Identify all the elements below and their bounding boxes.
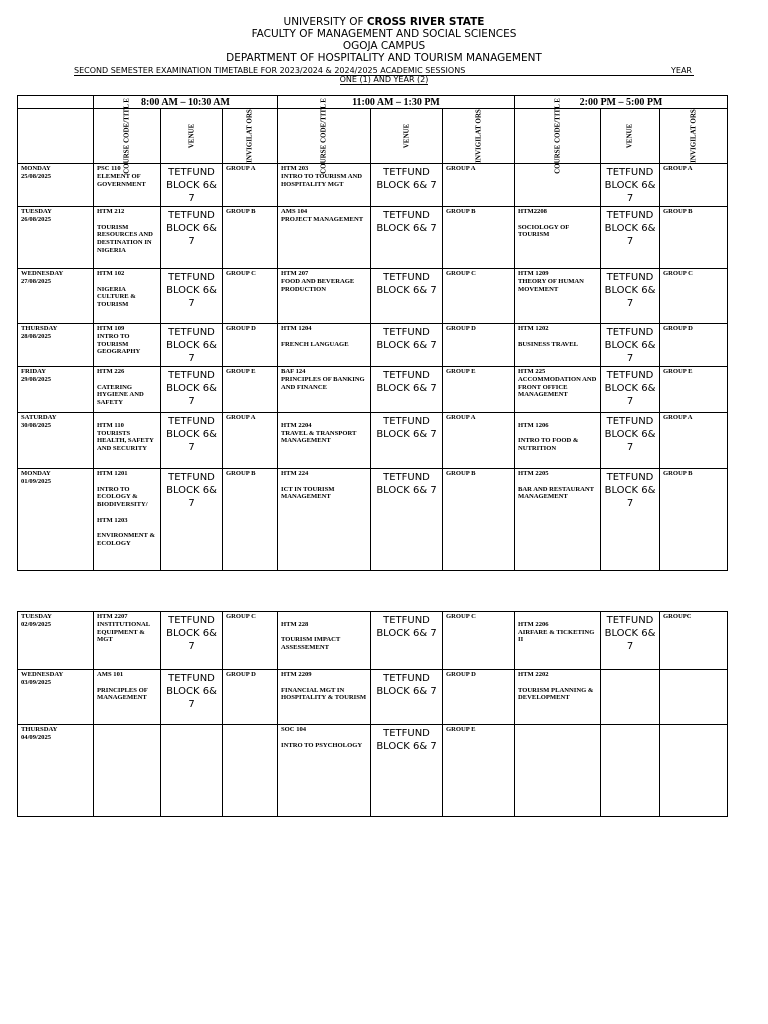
timetable-table-2 xyxy=(17,611,728,817)
invigilator-cell: GROUP D xyxy=(223,670,278,725)
day-cell-line: 28/08/2025 xyxy=(21,332,52,340)
invigilator-cell: GROUP A xyxy=(223,413,278,469)
table-row xyxy=(18,207,728,269)
campus-line: OGOJA CAMPUS xyxy=(342,40,426,52)
venue-cell: TETFUND BLOCK 6& 7 xyxy=(601,324,660,367)
invigilator-cell: GROUPC xyxy=(660,612,728,670)
col-header-invigilators: INVIGILAT ORS xyxy=(223,109,278,164)
day-cell xyxy=(18,207,94,269)
course-cell-line: TOURISTS HEALTH, SAFETY AND SECURITY xyxy=(97,429,154,453)
venue-cell: TETFUND BLOCK 6& 7 xyxy=(601,269,660,324)
subtitle-years: ONE (1) AND YEAR (2) xyxy=(339,75,429,84)
invigilator-cell: GROUP A xyxy=(443,164,515,207)
course-cell-line: HTM 1201 xyxy=(97,470,128,477)
day-cell-line: TUESDAY xyxy=(21,613,52,620)
course-cell-line: PROJECT MANAGEMENT xyxy=(281,215,364,223)
course-cell xyxy=(94,207,161,269)
course-cell-line xyxy=(97,278,157,286)
course-cell-line: HTM 2209 xyxy=(281,671,312,678)
course-cell-line: HTM 109 xyxy=(97,325,125,332)
day-cell-line: 26/08/2025 xyxy=(21,215,52,223)
slot-header-midday: 11:00 AM – 1:30 PM xyxy=(278,96,515,109)
invigilator-cell: GROUP D xyxy=(660,324,728,367)
course-cell-line xyxy=(97,478,157,486)
invigilator-cell: GROUP A xyxy=(660,164,728,207)
slot-header-afternoon: 2:00 PM – 5:00 PM xyxy=(515,96,728,109)
course-cell xyxy=(278,324,371,367)
course-cell-line: HTM 212 xyxy=(97,208,125,215)
course-cell-line: ELEMENT OF GOVERNMENT xyxy=(97,172,146,188)
course-cell-line: HTM 1206 xyxy=(518,421,549,429)
course-cell xyxy=(515,612,601,670)
course-cell-line: TOURISM IMPACT ASSESSEMENT xyxy=(281,636,341,652)
course-cell xyxy=(94,469,161,571)
venue-cell: TETFUND BLOCK 6& 7 xyxy=(601,207,660,269)
table-row xyxy=(18,612,728,670)
course-cell xyxy=(515,725,601,817)
course-cell-line: AMS 101 xyxy=(97,671,124,678)
course-cell-line: INSTITUTIONAL EQUIPMENT & MGT xyxy=(97,620,150,644)
course-cell-line: HTM 225 xyxy=(518,368,546,375)
table-row xyxy=(18,725,728,817)
venue-cell: TETFUND BLOCK 6& 7 xyxy=(601,612,660,670)
course-cell-line: BUSINESS TRAVEL xyxy=(518,340,579,348)
venue-cell: TETFUND BLOCK 6& 7 xyxy=(371,324,443,367)
course-cell-line: INTRO TO PSYCHOLOGY xyxy=(281,741,363,749)
course-cell-line: HTM2208 xyxy=(518,208,547,215)
invigilator-cell: GROUP C xyxy=(443,269,515,324)
course-cell-line xyxy=(97,414,157,422)
day-cell-line: 01/09/2025 xyxy=(21,477,52,485)
invigilator-cell: GROUP E xyxy=(660,367,728,413)
course-cell xyxy=(94,324,161,367)
course-cell-line xyxy=(281,333,367,341)
course-cell-line: CATERING HYGIENE AND SAFETY xyxy=(97,383,144,407)
col-header-venue: VENUE xyxy=(601,109,660,164)
course-cell-line: PSC 110 xyxy=(97,165,121,172)
course-cell-line: HTM 2205 xyxy=(518,470,549,477)
course-cell xyxy=(94,670,161,725)
invigilator-cell: GROUP E xyxy=(223,367,278,413)
course-cell xyxy=(515,469,601,571)
venue-cell: TETFUND BLOCK 6& 7 xyxy=(161,324,223,367)
course-cell-line: SOCIOLOGY OF TOURISM xyxy=(518,223,569,239)
day-cell-line: 25/08/2025 xyxy=(21,172,52,180)
day-cell-line: WEDNESDAY xyxy=(21,270,64,277)
course-cell xyxy=(278,367,371,413)
table-row xyxy=(18,413,728,469)
course-cell xyxy=(515,413,601,469)
course-cell xyxy=(278,269,371,324)
invigilator-cell: GROUP C xyxy=(660,269,728,324)
venue-cell: TETFUND BLOCK 6& 7 xyxy=(161,207,223,269)
venue-cell: TETFUND BLOCK 6& 7 xyxy=(161,670,223,725)
venue-cell: TETFUND BLOCK 6& 7 xyxy=(371,612,443,670)
day-cell-line: MONDAY xyxy=(21,470,51,477)
course-cell-line xyxy=(97,216,157,224)
university-name: CROSS RIVER STATE xyxy=(366,16,485,28)
day-cell xyxy=(18,413,94,469)
day-cell-line: THURSDAY xyxy=(21,726,58,733)
day-cell-line: THURSDAY xyxy=(21,325,58,332)
day-cell xyxy=(18,269,94,324)
course-cell-line xyxy=(281,734,367,742)
course-cell-line xyxy=(281,679,367,687)
venue-cell: TETFUND BLOCK 6& 7 xyxy=(161,469,223,571)
col-header-venue: VENUE xyxy=(371,109,443,164)
day-cell-line: MONDAY xyxy=(21,165,51,172)
subtitle-right: YEAR xyxy=(671,66,692,75)
col-header-course: COURSE CODE/TITL E xyxy=(94,109,161,164)
course-cell-line: INTRO TO TOURISM GEOGRAPHY xyxy=(97,332,141,356)
day-cell-line: TUESDAY xyxy=(21,208,52,215)
course-cell-line: ENVIRONMENT & ECOLOGY xyxy=(97,532,155,548)
venue-cell: TETFUND BLOCK 6& 7 xyxy=(371,670,443,725)
course-cell xyxy=(278,612,371,670)
course-cell-line: HTM 2202 xyxy=(518,671,549,678)
course-cell-line: BAR AND RESTAURANT MANAGEMENT xyxy=(518,485,594,501)
table-row xyxy=(18,269,728,324)
day-cell xyxy=(18,612,94,670)
course-cell-line xyxy=(97,509,157,517)
course-cell xyxy=(515,269,601,324)
venue-cell: TETFUND BLOCK 6& 7 xyxy=(601,469,660,571)
course-cell-line: SOC 104 xyxy=(281,726,307,733)
venue-cell: TETFUND BLOCK 6& 7 xyxy=(371,207,443,269)
course-cell xyxy=(94,413,161,469)
faculty-line: FACULTY OF MANAGEMENT AND SOCIAL SCIENCES xyxy=(251,28,517,40)
day-cell xyxy=(18,367,94,413)
course-cell-line: FRENCH LANGUAGE xyxy=(281,340,349,348)
course-cell xyxy=(515,324,601,367)
invigilator-cell: GROUP D xyxy=(443,324,515,367)
course-cell-line: HTM 2207 xyxy=(97,613,128,620)
course-cell-line: HTM 2206 xyxy=(518,620,549,628)
venue-cell xyxy=(601,725,660,817)
course-cell xyxy=(278,670,371,725)
day-cell-line: 27/08/2025 xyxy=(21,277,52,285)
course-cell-line: NIGERIA CULTURE & TOURISM xyxy=(97,285,136,309)
invigilator-cell: GROUP C xyxy=(223,269,278,324)
invigilator-cell xyxy=(660,670,728,725)
course-cell-line: HTM 1203 xyxy=(97,516,128,524)
course-cell-line: INTRO TO ECOLOGY & BIODIVERSITY/ xyxy=(97,485,148,509)
venue-cell: TETFUND BLOCK 6& 7 xyxy=(161,269,223,324)
day-cell-line: SATURDAY xyxy=(21,414,57,421)
course-cell xyxy=(94,612,161,670)
venue-cell: TETFUND BLOCK 6& 7 xyxy=(161,164,223,207)
invigilator-cell: GROUP E xyxy=(443,367,515,413)
timetable-table-1 xyxy=(17,95,728,571)
course-cell-line xyxy=(518,613,597,621)
col-header-invigilators: INVIGILAT ORS xyxy=(660,109,728,164)
course-cell-line: ICT IN TOURISM MANAGEMENT xyxy=(281,485,335,501)
course-cell-line xyxy=(281,478,367,486)
day-cell xyxy=(18,670,94,725)
day-cell-line: 30/08/2025 xyxy=(21,421,52,429)
course-cell-line: ACCOMMODATION AND FRONT OFFICE MANAGEMENT xyxy=(518,375,597,399)
course-cell-line: HTM 226 xyxy=(97,368,125,375)
day-cell-line: 02/09/2025 xyxy=(21,620,52,628)
course-cell-line xyxy=(97,376,157,384)
subtitle-left: SECOND SEMESTER EXAMINATION TIMETABLE FOR 2023/2024 & 2024/2025 ACADEMIC SESSIONS xyxy=(74,66,466,75)
day-cell xyxy=(18,725,94,817)
invigilator-cell: GROUP B xyxy=(223,207,278,269)
course-cell-line xyxy=(281,629,367,637)
course-cell-line xyxy=(518,679,597,687)
venue-cell: TETFUND BLOCK 6& 7 xyxy=(371,269,443,324)
col-header-venue: VENUE xyxy=(161,109,223,164)
course-cell-line: PRINCIPLES OF MANAGEMENT xyxy=(97,686,148,702)
venue-cell xyxy=(601,670,660,725)
course-cell-line xyxy=(281,414,367,422)
course-cell-line: FINANCIAL MGT IN HOSPITALITY & TOURISM xyxy=(281,686,367,702)
course-cell-line: INTRO TO FOOD & NUTRITION xyxy=(518,437,579,453)
course-cell-line xyxy=(518,333,597,341)
day-cell-line: 29/08/2025 xyxy=(21,375,52,383)
course-cell-line: HTM 1209 xyxy=(518,270,549,277)
course-cell-line: HTM 228 xyxy=(281,620,309,628)
invigilator-cell: GROUP B xyxy=(443,469,515,571)
venue-cell: TETFUND BLOCK 6& 7 xyxy=(161,367,223,413)
day-cell xyxy=(18,324,94,367)
course-cell-line: HTM 102 xyxy=(97,270,125,277)
venue-cell: TETFUND BLOCK 6& 7 xyxy=(161,413,223,469)
course-cell-line: BAF 124 xyxy=(281,368,306,375)
course-cell-line xyxy=(97,679,157,687)
course-cell-line: HTM 110 xyxy=(97,421,124,429)
course-cell xyxy=(515,670,601,725)
day-cell xyxy=(18,469,94,571)
course-cell xyxy=(278,207,371,269)
day-cell-line: 04/09/2025 xyxy=(21,733,52,741)
invigilator-cell: GROUP E xyxy=(443,725,515,817)
venue-cell: TETFUND BLOCK 6& 7 xyxy=(371,469,443,571)
day-header-cell xyxy=(18,109,94,164)
course-cell-line: HTM 2204 xyxy=(281,421,312,429)
course-cell xyxy=(515,367,601,413)
invigilator-cell: GROUP C xyxy=(443,612,515,670)
course-cell xyxy=(94,367,161,413)
course-cell xyxy=(278,469,371,571)
invigilator-cell: GROUP B xyxy=(660,207,728,269)
table-row xyxy=(18,367,728,413)
invigilator-cell: GROUP A xyxy=(443,413,515,469)
day-cell xyxy=(18,164,94,207)
venue-cell: TETFUND BLOCK 6& 7 xyxy=(371,413,443,469)
course-cell-line: PRINCIPLES OF BANKING AND FINANCE xyxy=(281,375,365,391)
course-cell-line xyxy=(281,613,367,621)
invigilator-cell: GROUP B xyxy=(443,207,515,269)
venue-cell: TETFUND BLOCK 6& 7 xyxy=(601,367,660,413)
course-cell xyxy=(515,207,601,269)
course-cell-line: THEORY OF HUMAN MOVEMENT xyxy=(518,277,584,293)
course-cell-line xyxy=(518,216,597,224)
course-cell-line xyxy=(518,430,597,438)
university-prefix: UNIVERSITY OF xyxy=(283,16,367,28)
course-cell-line: TOURISM RESOURCES AND DESTINATION IN NIGERIA xyxy=(97,223,153,254)
course-cell-line: AMS 104 xyxy=(281,208,308,215)
venue-cell: TETFUND BLOCK 6& 7 xyxy=(371,164,443,207)
table-row xyxy=(18,469,728,571)
course-cell-line xyxy=(518,478,597,486)
course-cell-line xyxy=(97,525,157,533)
venue-cell: TETFUND BLOCK 6& 7 xyxy=(161,612,223,670)
invigilator-cell: GROUP B xyxy=(660,469,728,571)
course-cell xyxy=(278,725,371,817)
table-row xyxy=(18,324,728,367)
day-cell-line: FRIDAY xyxy=(21,368,47,375)
course-cell-line: INTRO TO TOURISM AND HOSPITALITY MGT xyxy=(281,172,363,188)
course-cell-line: HTM 1202 xyxy=(518,325,549,332)
invigilator-cell: GROUP D xyxy=(223,324,278,367)
invigilator-cell: GROUP A xyxy=(223,164,278,207)
venue-cell: TETFUND BLOCK 6& 7 xyxy=(371,367,443,413)
course-cell-line: HTM 203 xyxy=(281,165,309,172)
invigilator-cell xyxy=(223,725,278,817)
venue-cell xyxy=(161,725,223,817)
invigilator-cell: GROUP D xyxy=(443,670,515,725)
corner-cell xyxy=(18,96,94,109)
course-cell-line: AIRFARE & TICKETING II xyxy=(518,628,595,644)
venue-cell: TETFUND BLOCK 6& 7 xyxy=(601,413,660,469)
document-header xyxy=(0,16,768,64)
course-cell-line xyxy=(518,414,597,422)
day-cell-line: 03/09/2025 xyxy=(21,678,52,686)
timetable-subtitle-2 xyxy=(0,75,768,84)
invigilator-cell: GROUP B xyxy=(223,469,278,571)
course-cell xyxy=(94,725,161,817)
invigilator-cell: GROUP C xyxy=(223,612,278,670)
invigilator-cell: GROUP A xyxy=(660,413,728,469)
course-cell-line: HTM 224 xyxy=(281,470,309,477)
course-cell-line: TRAVEL & TRANSPORT MANAGEMENT xyxy=(281,429,357,445)
course-cell-line: HTM 207 xyxy=(281,270,309,277)
course-cell-line: FOOD AND BEVERAGE PRODUCTION xyxy=(281,277,355,293)
col-header-course: COURSE CODE/TITL E xyxy=(278,109,371,164)
table-row xyxy=(18,670,728,725)
day-cell-line: WEDNESDAY xyxy=(21,671,64,678)
course-cell-line: HTM 1204 xyxy=(281,325,312,332)
col-header-invigilators: INVIGILAT ORS xyxy=(443,109,515,164)
venue-cell: TETFUND BLOCK 6& 7 xyxy=(371,725,443,817)
department-line: DEPARTMENT OF HOSPITALITY AND TOURISM MANAGEMENT xyxy=(226,52,542,64)
course-cell xyxy=(278,413,371,469)
invigilator-cell xyxy=(660,725,728,817)
university-line xyxy=(0,16,768,28)
col-header-course: COURSE CODE/TITL E xyxy=(515,109,601,164)
venue-cell: TETFUND BLOCK 6& 7 xyxy=(601,164,660,207)
slot-header-morning: 8:00 AM – 10:30 AM xyxy=(94,96,278,109)
course-cell xyxy=(94,269,161,324)
course-cell-line: TOURISM PLANNING & DEVELOPMENT xyxy=(518,686,594,702)
